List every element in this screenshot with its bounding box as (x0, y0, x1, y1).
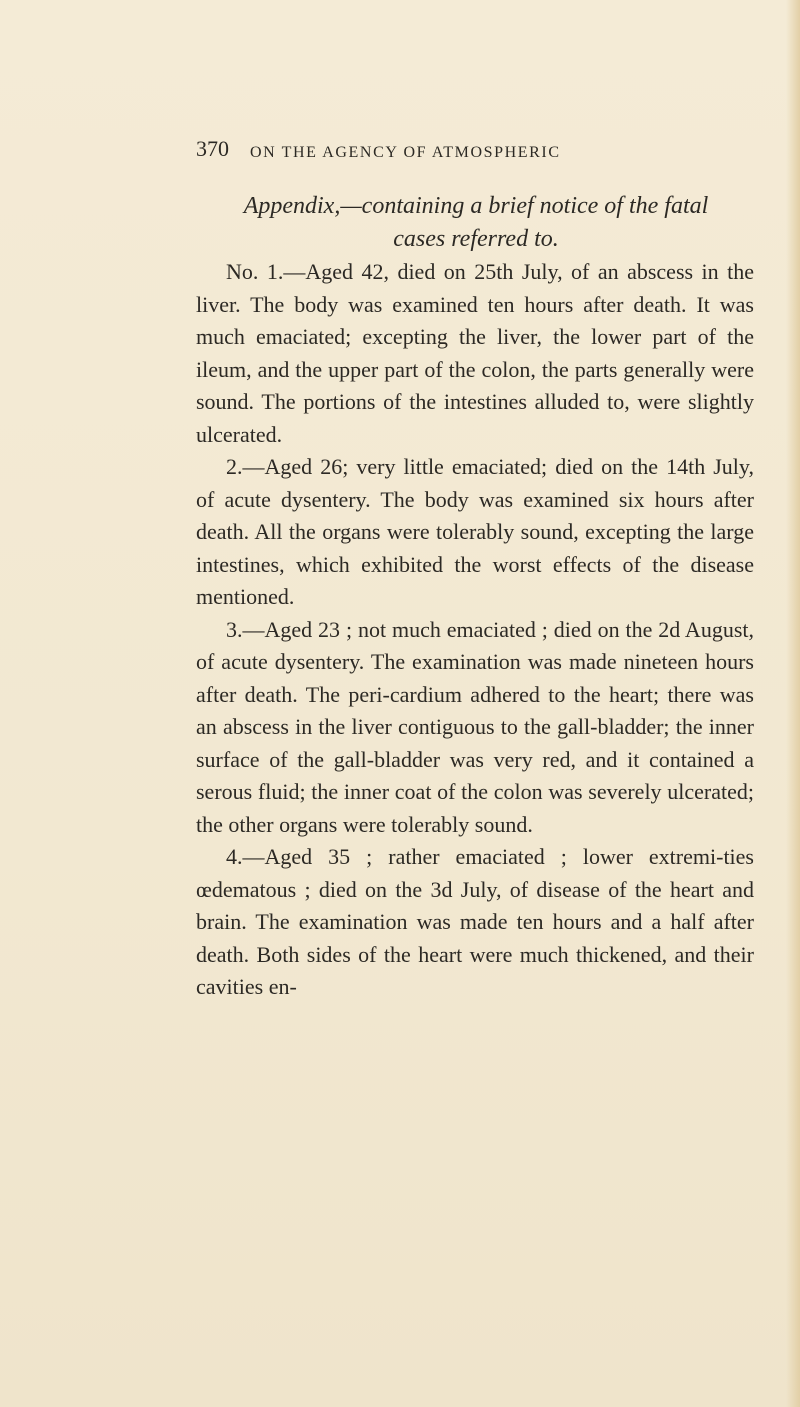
case-paragraph-1: No. 1.—Aged 42, died on 25th July, of an abscess in the liver. The body was examined ten hours after death. It was much emaciated; excepting the liver, the lower part of the ileum, and the upper part of the colon, the parts generally were sound. The portions of the intestines alluded to, were slightly ulcerated. (196, 259, 754, 447)
running-head (196, 136, 716, 178)
running-head-title: ON THE AGENCY OF ATMOSPHERIC (250, 144, 561, 161)
page-edge-shadow (786, 0, 800, 1407)
section-title (196, 190, 756, 256)
body-text (196, 256, 754, 1004)
case-paragraph-4: 4.—Aged 35 ; rather emaciated ; lower extremi-ties œdematous ; died on the 3d July, of disease of the heart and brain. The examination was made ten hours and a half after death. Both sides of the heart were much thickened, and their cavities en- (196, 844, 754, 999)
case-paragraph-2: 2.—Aged 26; very little emaciated; died on the 14th July, of acute dysentery. The body was examined six hours after death. All the organs were tolerably sound, excepting the large intestines, which exhibited the worst effects of the disease mentioned. (196, 454, 754, 609)
case-paragraph-3: 3.—Aged 23 ; not much emaciated ; died on the 2d August, of acute dysentery. The examination was made nineteen hours after death. The peri-cardium adhered to the heart; there was an abscess in the liver contiguous to the gall-bladder; the inner surface of the gall-bladder was very red, and it contained a serous fluid; the inner coat of the colon was severely ulcerated; the other organs were tolerably sound. (196, 616, 754, 837)
section-title-line-2: cases referred to. (393, 226, 559, 252)
page-number: 370 (196, 136, 229, 161)
section-title-line-1: Appendix,—containing a brief notice of the fatal (243, 193, 709, 219)
